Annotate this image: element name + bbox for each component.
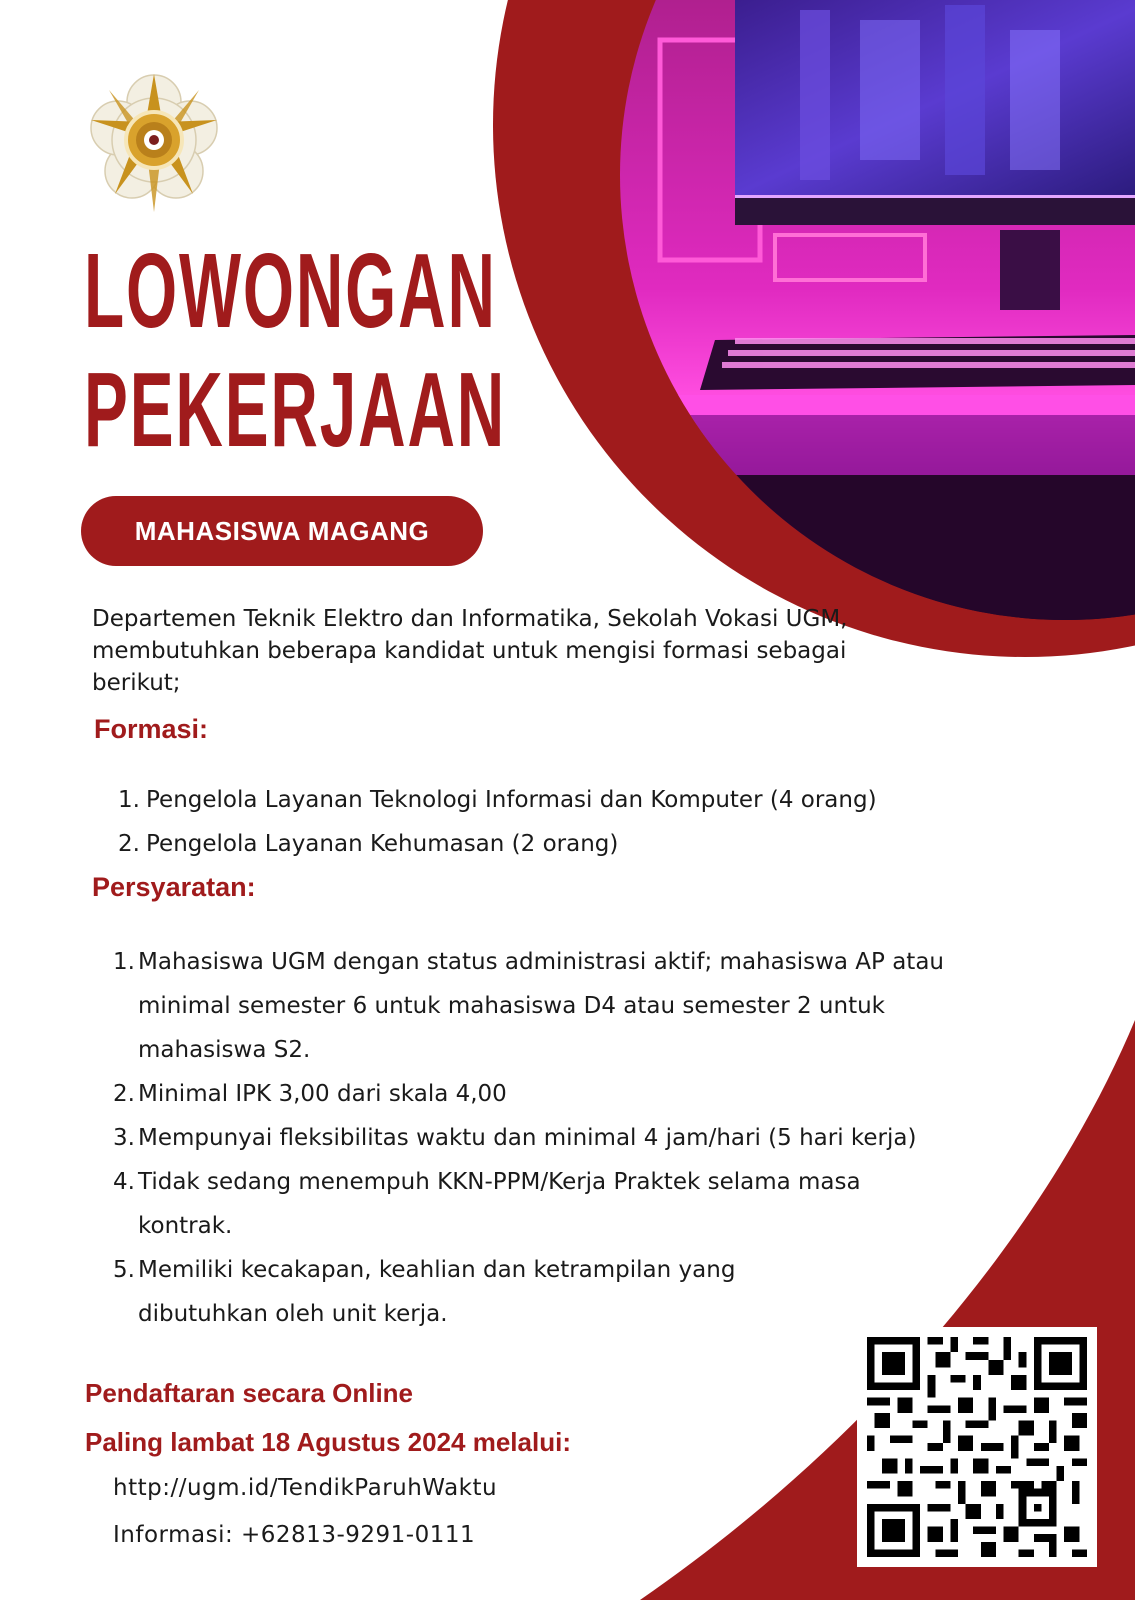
list-item: 5. Memiliki kecakapan, keahlian dan ketrampilan yang dibutuhkan oleh unit kerja. [113,1257,736,1327]
persyaratan-heading: Persyaratan: [92,872,256,902]
list-item: 2. Pengelola Layanan Kehumasan (2 orang) [118,831,619,857]
mahasiswa-magang-badge [81,496,483,566]
ugm-emblem-icon [84,68,224,213]
formasi-heading: Formasi: [94,714,209,744]
list-item: 2. Minimal IPK 3,00 dari skala 4,00 [113,1081,507,1107]
list-item: 3. Mempunyai fleksibilitas waktu dan minimal 4 jam/hari (5 hari kerja) [113,1125,917,1151]
registration-link[interactable]: http://ugm.id/TendikParuhWaktu [113,1475,498,1501]
badge-label: MAHASISWA MAGANG [134,515,430,546]
contact-phone: Informasi: +62813-9291-0111 [113,1522,476,1548]
hero-image [600,0,1135,645]
qr-code-icon[interactable] [857,1327,1097,1567]
list-item: 1. Pengelola Layanan Teknologi Informasi dan Komputer (4 orang) [118,787,877,813]
formasi-list [118,778,877,866]
list-item: 4. Tidak sedang menempuh KKN-PPM/Kerja Praktek selama masa kontrak. [113,1169,861,1239]
persyaratan-list [113,940,993,1336]
registration-online-heading: Pendaftaran secara Online [85,1378,414,1408]
page-title-line1: LOWONGAN [84,232,497,350]
intro-paragraph: Departemen Teknik Elektro dan Informatika, Sekolah Vokasi UGM, membutuhkan beberapa kandidat untuk mengisi formasi sebagai berikut; [92,606,848,696]
registration-deadline: Paling lambat 18 Agustus 2024 melalui: [85,1427,571,1457]
page-title-line2: PEKERJAAN [84,351,507,469]
list-item: 1. Mahasiswa UGM dengan status administrasi aktif; mahasiswa AP atau minimal semester 6 untuk mahasiswa D4 atau semester 2 untuk mahasiswa S2. [113,949,944,1063]
